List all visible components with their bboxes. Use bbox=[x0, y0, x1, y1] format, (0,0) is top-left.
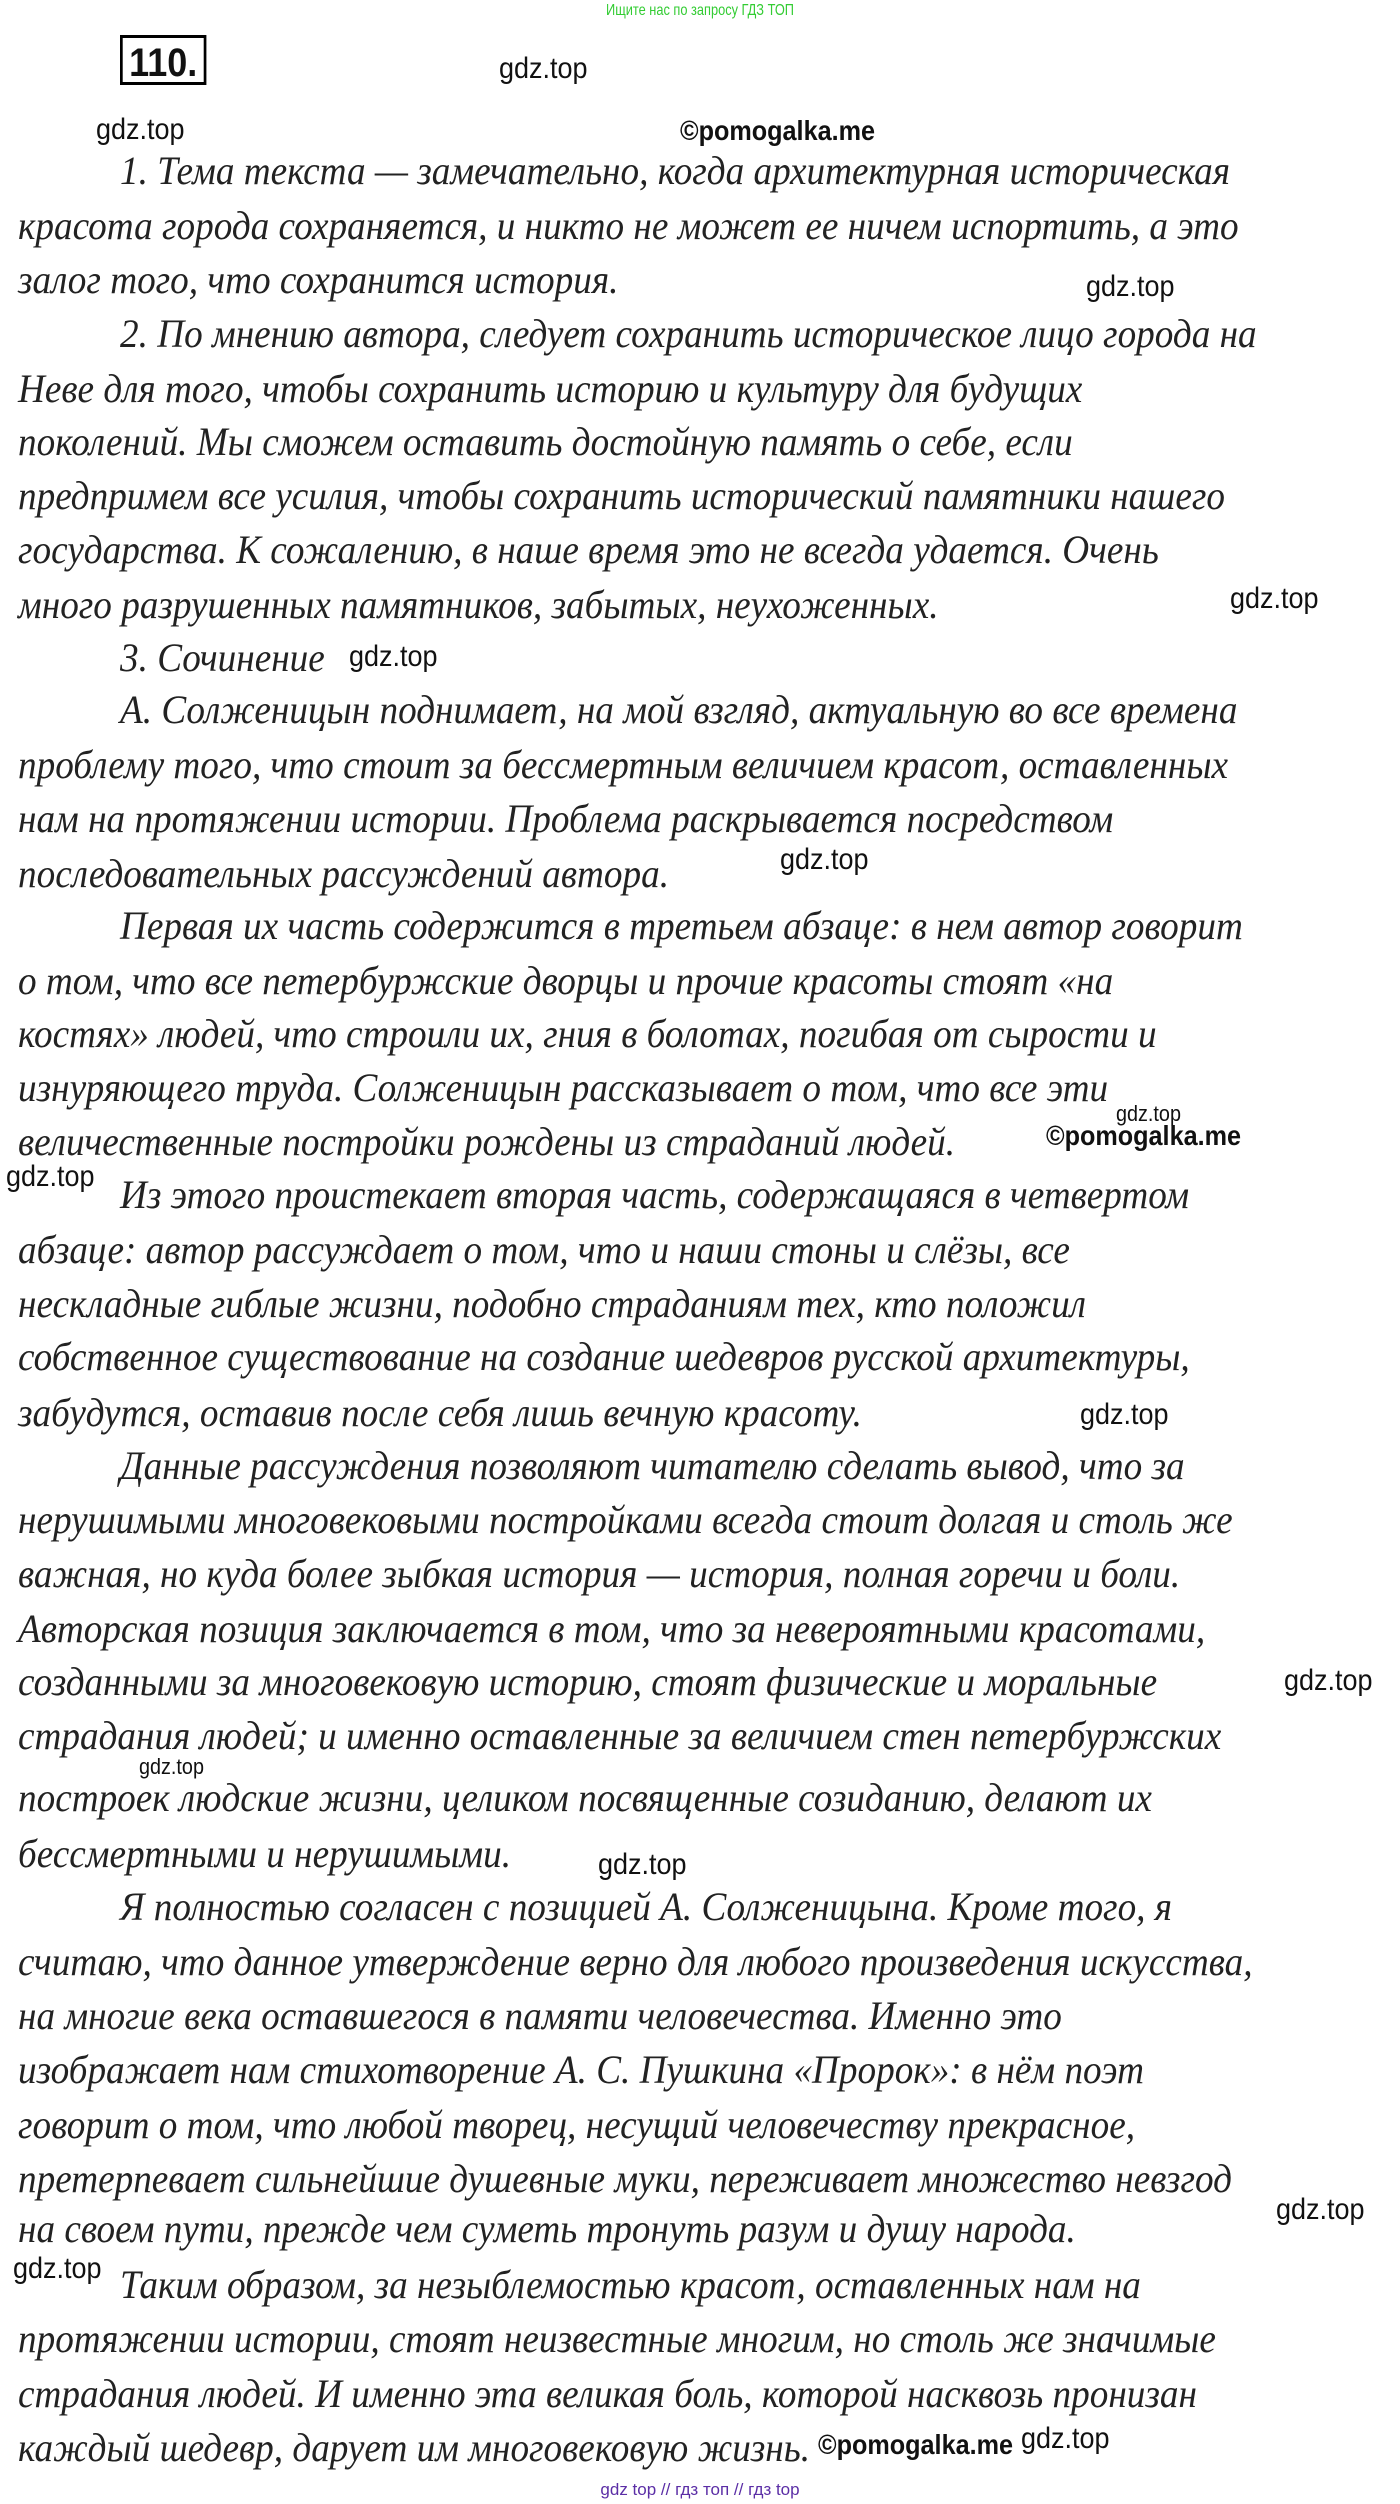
watermark-gdz: gdz.top bbox=[499, 52, 588, 85]
text-line: о том, что все петербуржские дворцы и прочие красоты стоят «на bbox=[18, 957, 1114, 1003]
watermark-pomogalka: ©pomogalka.me bbox=[680, 115, 876, 146]
text-line: проблему того, что стоит за бессмертным величием красот, оставленных bbox=[18, 741, 1229, 787]
text-line: Данные рассуждения позволяют читателю сделать вывод, что за bbox=[120, 1442, 1185, 1488]
text-line: считаю, что данное утверждение верно для любого произведения искусства, bbox=[18, 1938, 1253, 1984]
text-line: на многие века оставшегося в памяти человечества. Именно это bbox=[18, 1993, 1062, 2038]
watermark-gdz: gdz.top bbox=[13, 2252, 102, 2285]
text-line: претерпевает сильнейшие душевные муки, переживает множество невзгод bbox=[18, 2156, 1232, 2202]
text-line: костях» людей, что строили их, гния в болотах, погибая от сырости и bbox=[18, 1010, 1157, 1056]
watermark-gdz: gdz.top bbox=[6, 1160, 95, 1193]
text-line: созданными за многовековую историю, стоят физические и моральные bbox=[18, 1658, 1158, 1704]
exercise-number: 110. bbox=[120, 35, 206, 85]
text-line: каждый шедевр, дарует им многовековую жизнь. bbox=[18, 2425, 810, 2470]
text-line: красота города сохраняется, и никто не может ее ничем испортить, а это bbox=[18, 202, 1239, 248]
text-line: 2. По мнению автора, следует сохранить историческое лицо города на bbox=[120, 311, 1257, 357]
text-line: много разрушенных памятников, забытых, неухоженных. bbox=[18, 581, 939, 627]
text-line: поколений. Мы сможем оставить достойную память о себе, если bbox=[18, 418, 1073, 464]
text-line: Из этого проистекает вторая часть, содержащаяся в четвертом bbox=[120, 1172, 1190, 1218]
watermark-gdz: gdz.top bbox=[1080, 1398, 1169, 1431]
text-line: изображает нам стихотворение А. С. Пушкина «Пророк»: в нём поэт bbox=[18, 2047, 1144, 2093]
text-line: предпримем все усилия, чтобы сохранить исторический памятники нашего bbox=[18, 473, 1225, 518]
watermark-gdz: gdz.top bbox=[139, 1754, 204, 1779]
text-line: страдания людей. И именно эта великая боль, которой насквозь пронизан bbox=[18, 2370, 1197, 2416]
text-line: нескладные гиблые жизни, подобно страданиям тех, кто положил bbox=[18, 1281, 1086, 1326]
text-line: Я полностью согласен с позицией А. Солженицына. Кроме того, я bbox=[120, 1884, 1173, 1930]
watermark-pomogalka: ©pomogalka.me bbox=[1046, 1120, 1242, 1151]
text-line: последовательных рассуждений автора. bbox=[18, 850, 670, 896]
text-line: 1. Тема текста — замечательно, когда архитектурная историческая bbox=[120, 148, 1231, 194]
text-line: Авторская позиция заключается в том, что за невероятными красотами, bbox=[18, 1605, 1206, 1651]
text-line: нерушимыми многовековыми постройками всегда стоит долгая и столь же bbox=[18, 1497, 1233, 1542]
text-line: страдания людей; и именно оставленные за величием стен петербуржских bbox=[18, 1713, 1222, 1758]
text-line: важная, но куда более зыбкая история — история, полная горечи и боли. bbox=[18, 1551, 1181, 1597]
text-line: государства. К сожалению, в наше время это не всегда удается. Очень bbox=[18, 527, 1159, 573]
text-line: Первая их часть содержится в третьем абзаце: в нем автор говорит bbox=[120, 903, 1243, 949]
bottom-banner[interactable]: gdz top // гдз топ // гдз top bbox=[600, 2480, 800, 2499]
watermark-gdz: gdz.top bbox=[780, 843, 869, 876]
top-banner[interactable]: Ищите нас по запросу ГДЗ ТОП bbox=[606, 2, 794, 19]
text-line: А. Солженицын поднимает, на мой взгляд, актуальную во все времена bbox=[120, 687, 1238, 733]
watermark-gdz: gdz.top bbox=[1284, 1664, 1373, 1697]
text-line: построек людские жизни, целиком посвященные созиданию, делают их bbox=[18, 1775, 1152, 1821]
watermark-gdz: gdz.top bbox=[1021, 2422, 1110, 2455]
text-line: изнуряющего труда. Солженицын рассказывает о том, что все эти bbox=[18, 1065, 1109, 1110]
text-line: на своем пути, прежде чем суметь тронуть разум и душу народа. bbox=[18, 2205, 1076, 2251]
watermark-gdz: gdz.top bbox=[349, 640, 438, 673]
text-line: 3. Сочинение bbox=[120, 634, 325, 680]
text-line: протяжении истории, стоят неизвестные многим, но столь же значимые bbox=[18, 2316, 1216, 2362]
watermark-gdz: gdz.top bbox=[1230, 582, 1319, 615]
watermark-gdz: gdz.top bbox=[598, 1848, 687, 1881]
text-line: Таким образом, за незыблемостью красот, оставленных нам на bbox=[120, 2261, 1141, 2307]
text-line: говорит о том, что любой творец, несущий человечеству прекрасное, bbox=[18, 2101, 1136, 2147]
watermark-gdz: gdz.top bbox=[1276, 2193, 1365, 2226]
text-line: забудутся, оставив после себя лишь вечную красоту. bbox=[18, 1389, 862, 1435]
text-line: величественные постройки рождены из страданий людей. bbox=[18, 1119, 956, 1165]
text-line: абзаце: автор рассуждает о том, что и наши стоны и слёзы, все bbox=[18, 1226, 1070, 1272]
text-line: собственное существование на создание шедевров русской архитектуры, bbox=[18, 1333, 1190, 1379]
text-line: залог того, что сохранится история. bbox=[18, 257, 619, 302]
watermark-gdz: gdz.top bbox=[1086, 270, 1175, 303]
watermark-gdz: gdz.top bbox=[1116, 1101, 1182, 1126]
text-line: бессмертными и нерушимыми. bbox=[18, 1831, 512, 1877]
watermark-gdz: gdz.top bbox=[96, 113, 185, 146]
text-line: нам на протяжении истории. Проблема раскрывается посредством bbox=[18, 796, 1114, 842]
watermark-pomogalka: ©pomogalka.me bbox=[817, 2429, 1014, 2460]
text-line: Неве для того, чтобы сохранить историю и культуру для будущих bbox=[18, 365, 1083, 411]
